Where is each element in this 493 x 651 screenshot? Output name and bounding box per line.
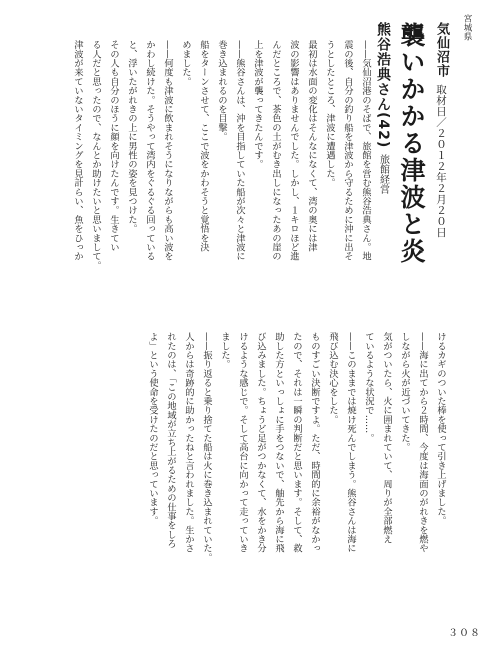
body-line: 飛び込む決心をした。 [327, 332, 338, 424]
body-line: 震の後、自分の釣り船を津波から守るために沖に出そ [342, 40, 353, 261]
body-line: たので、それは一瞬の判断だと思います。そして、救 [291, 332, 302, 553]
body-line: 船をターンさせて、ここで波をかわそうと覚悟を決 [198, 40, 209, 252]
body-line: かわし続けた。そうやって湾内をぐるぐる回っている [144, 40, 155, 261]
body-line: る人だと思ったので、なんとか助けたいと思いまして。 [90, 40, 101, 270]
body-line: 助した方といっしょに手をつないで、舳先から海に飛 [273, 332, 284, 553]
body-line: ——熊谷さんは、沖を目指していた船が次々と津波に [234, 40, 245, 261]
body-line: 巻き込まれるのを目撃。 [216, 40, 227, 142]
body-line: めました。 [180, 40, 191, 86]
page-number: ３０８ [448, 628, 481, 639]
body-line: ——海に出てから２時間、今度は海面のがれきを燃や [417, 332, 428, 553]
body-text-lower [143, 332, 449, 562]
body-line: ——振り返ると乗り捨てた船は火に巻き込まれていた。 [201, 332, 212, 562]
article-headline: 襲いかかる津波と炎 [397, 22, 426, 265]
body-line: しながら火が近づいてきた。 [399, 332, 410, 452]
body-line: ——気仙沼港のそばで、旅館を営む熊谷浩典さん。地 [360, 40, 371, 261]
body-line: れたのは、「この地域が立ち上がるための仕事をしろ [165, 332, 176, 549]
body-line: ました。 [219, 332, 230, 369]
body-line: 津波が来ていないタイミングを見計らい、魚をひっか [72, 40, 83, 261]
speaker-role: 旅館経営 [377, 154, 389, 195]
prefecture-label: 宮城県 [462, 14, 472, 41]
body-line: 人からは奇跡的に助かったねと言われました。生かさ [183, 332, 194, 553]
body-line: うとしたところ、津波に遭遇した。 [324, 40, 335, 188]
body-line: ているような状況で……。 [363, 332, 374, 443]
body-line: 最初は水面の変化はそんなになくて、湾の奥には津 [306, 40, 317, 252]
body-line: と、浮いたがれきの上に男性の姿を見つけた。 [126, 40, 137, 234]
body-line: その人も自分のほうに顔を向けたんです。生きてい [108, 40, 119, 252]
body-line: ものすごい決断ですよ。ただ、時間的に余裕がなかっ [309, 332, 320, 553]
location-name: 気仙沼市 [434, 22, 449, 78]
body-line: 波の影響はありませんでした。しかし、１キロほど進 [288, 40, 299, 261]
speaker-name: 熊谷浩典さん(42) [375, 22, 391, 149]
interview-date: 取材日／２０１２年２月２０日 [435, 84, 447, 238]
location-line [432, 22, 451, 238]
body-line: 気がついたら、火に囲まれていて、周りが全部燃え [381, 332, 392, 544]
body-line: ——このままでは焼け死んでしまう。熊谷さんは海に [345, 332, 356, 553]
body-line: けるような感じで。そして高台に向かって走っていき [237, 332, 248, 553]
body-line: ——何度も津波に飲まれそうになりながらも高い波を [162, 40, 173, 261]
body-text-upper [68, 40, 374, 270]
speaker-line [373, 22, 393, 194]
body-line: けるカギのついた棒を使って引き上げました。 [435, 332, 446, 526]
body-line: び込みました。ちょうど足がつかなくて、水をかき分 [255, 332, 266, 553]
body-line: んだところで、茶色の土がむき出しになったあの崖の [270, 40, 281, 261]
body-line: 上を津波が襲ってきたんです。 [252, 40, 263, 169]
body-line: よ」という使命を受けたのだと思っています。 [147, 332, 158, 526]
